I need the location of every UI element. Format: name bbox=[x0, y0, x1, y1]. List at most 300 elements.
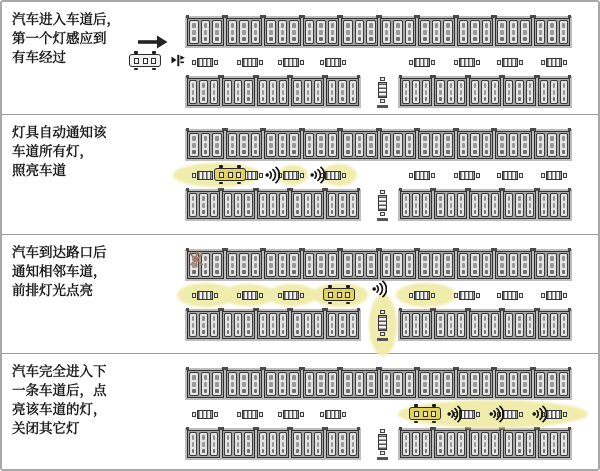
lane-light-icon bbox=[192, 290, 218, 300]
lane-light-icon bbox=[237, 57, 263, 67]
car-rear-stripe bbox=[484, 449, 486, 453]
parked-car-icon bbox=[228, 253, 238, 277]
parked-car-icon bbox=[210, 193, 218, 217]
parked-car-icon bbox=[279, 313, 287, 337]
car-windshield-stripe bbox=[282, 435, 284, 440]
parked-car-icon bbox=[412, 313, 420, 337]
car-rear-stripe bbox=[473, 389, 477, 393]
parking-module bbox=[326, 311, 359, 339]
car-rear-stripe bbox=[331, 37, 335, 41]
caption-line: 汽车到达路口后 bbox=[12, 245, 107, 261]
car-rear-stripe bbox=[553, 97, 555, 101]
car-windshield-stripe bbox=[508, 435, 510, 440]
car-windshield-stripe bbox=[272, 83, 274, 88]
car-rear-stripe bbox=[405, 330, 407, 334]
car-windshield-stripe bbox=[254, 256, 258, 261]
car-roof-stripe bbox=[450, 323, 452, 328]
car-windshield-stripe bbox=[563, 83, 565, 88]
car-windshield-stripe bbox=[385, 136, 389, 141]
car-roof-stripe bbox=[282, 90, 284, 95]
car-windshield-stripe bbox=[215, 23, 219, 28]
car-roof-stripe bbox=[473, 263, 477, 268]
car-rear-stripe bbox=[192, 389, 196, 393]
light-endcap bbox=[563, 173, 567, 178]
car-roof-stripe bbox=[439, 203, 441, 208]
parking-module bbox=[303, 131, 340, 159]
car-rear-stripe bbox=[415, 449, 417, 453]
parked-car-icon bbox=[228, 20, 238, 44]
car-windshield-stripe bbox=[539, 23, 543, 28]
car-rear-stripe bbox=[227, 330, 229, 334]
car-roof-stripe bbox=[408, 263, 412, 268]
parked-car-icon bbox=[355, 133, 365, 157]
parking-module bbox=[434, 311, 466, 339]
car-rear-stripe bbox=[563, 97, 565, 101]
parking-module bbox=[187, 78, 220, 106]
car-rear-stripe bbox=[204, 150, 208, 154]
car-roof-stripe bbox=[562, 263, 566, 268]
parked-car-icon bbox=[314, 313, 322, 337]
car-roof-stripe bbox=[331, 442, 333, 447]
parked-car-icon bbox=[509, 133, 519, 157]
car-rear-stripe bbox=[247, 330, 249, 334]
car-wheel bbox=[219, 165, 223, 168]
light-tube bbox=[283, 171, 299, 180]
parked-car-icon bbox=[505, 80, 513, 104]
car-rear-stripe bbox=[460, 97, 462, 101]
parked-car-icon bbox=[526, 80, 534, 104]
car-roof-stripe bbox=[215, 382, 219, 387]
parked-car-icon bbox=[505, 432, 513, 456]
car-windshield-stripe bbox=[269, 375, 273, 380]
lane-light-icon bbox=[409, 170, 435, 180]
car-rear-stripe bbox=[563, 449, 565, 453]
car-roof-stripe bbox=[439, 442, 441, 447]
car-rear-stripe bbox=[317, 449, 319, 453]
car-rear-stripe bbox=[269, 37, 273, 41]
parked-car-icon bbox=[471, 193, 479, 217]
parked-car-icon bbox=[420, 133, 430, 157]
car-rear-stripe bbox=[272, 97, 274, 101]
parking-module bbox=[469, 430, 501, 458]
lane-light-icon bbox=[454, 170, 480, 180]
car-windshield-stripe bbox=[254, 375, 258, 380]
car-roof-stripe bbox=[484, 90, 486, 95]
car-windshield-stripe bbox=[512, 256, 516, 261]
car-rear-stripe bbox=[296, 330, 298, 334]
light-tube bbox=[283, 58, 299, 67]
parking-module bbox=[291, 430, 324, 458]
car-windshield-stripe bbox=[237, 196, 239, 201]
car-windshield-stripe bbox=[247, 435, 249, 440]
parked-car-icon bbox=[349, 193, 357, 217]
car-windshield-stripe bbox=[415, 316, 417, 321]
car-windshield-stripe bbox=[317, 435, 319, 440]
parked-car-icon bbox=[189, 80, 197, 104]
parked-car-icon bbox=[338, 193, 346, 217]
car-windshield-stripe bbox=[553, 196, 555, 201]
car-windshield-stripe bbox=[231, 23, 235, 28]
parked-car-icon bbox=[212, 20, 222, 44]
parked-car-icon bbox=[491, 80, 499, 104]
car-rear-stripe bbox=[262, 97, 264, 101]
car-rear-stripe bbox=[346, 270, 350, 274]
car-roof-stripe bbox=[202, 90, 204, 95]
car-rear-stripe bbox=[331, 97, 333, 101]
parked-car-icon bbox=[481, 313, 489, 337]
car-windshield-stripe bbox=[550, 136, 554, 141]
car-roof-stripe bbox=[254, 263, 258, 268]
parked-car-icon bbox=[244, 80, 252, 104]
parked-car-icon bbox=[201, 20, 211, 44]
caption-line: 有车经过 bbox=[12, 50, 66, 67]
car-rear-stripe bbox=[296, 210, 298, 214]
caption-line: 车道所有灯， bbox=[12, 144, 93, 161]
car-windshield-stripe bbox=[213, 435, 215, 440]
car-windshield-stripe bbox=[508, 196, 510, 201]
car-roof-stripe bbox=[563, 90, 565, 95]
car-windshield-stripe bbox=[331, 435, 333, 440]
light-endcap bbox=[431, 293, 435, 298]
car-rear-stripe bbox=[341, 330, 343, 334]
light-endcap bbox=[237, 293, 241, 298]
caption-line: 汽车完全进入下 bbox=[12, 364, 107, 380]
car-windshield-stripe bbox=[425, 83, 427, 88]
car-roof-stripe bbox=[508, 203, 510, 208]
car-rear-stripe bbox=[192, 37, 196, 41]
car-roof-stripe bbox=[308, 143, 312, 148]
parked-car-icon bbox=[210, 80, 218, 104]
car-windshield-stripe bbox=[485, 136, 489, 141]
car-rear-stripe bbox=[435, 37, 439, 41]
car-roof-stripe bbox=[242, 143, 246, 148]
parked-car-icon bbox=[515, 80, 523, 104]
parked-car-icon bbox=[328, 372, 338, 396]
car-windshield-stripe bbox=[331, 136, 335, 141]
car-roof-stripe bbox=[262, 203, 264, 208]
parked-car-icon bbox=[412, 80, 420, 104]
car-windshield-stripe bbox=[242, 136, 246, 141]
parked-car-icon bbox=[443, 133, 453, 157]
car-rear-stripe bbox=[346, 389, 350, 393]
car-roof-stripe bbox=[308, 382, 312, 387]
car-roof-stripe bbox=[331, 263, 335, 268]
car-windshield-stripe bbox=[204, 375, 208, 380]
car-roof-stripe bbox=[396, 382, 400, 387]
parking-module bbox=[380, 131, 417, 159]
car-windshield-stripe bbox=[385, 256, 389, 261]
car-roof-stripe bbox=[462, 143, 466, 148]
lane-light-icon bbox=[320, 409, 346, 419]
car-rear-stripe bbox=[254, 270, 258, 274]
car-rear-stripe bbox=[423, 37, 427, 41]
parked-car-icon bbox=[526, 193, 534, 217]
car-wheel bbox=[237, 165, 241, 168]
car-windshield-stripe bbox=[331, 23, 335, 28]
cross-lane-light-icon bbox=[377, 190, 387, 216]
car-roof-stripe bbox=[192, 30, 196, 35]
car-roof-stripe bbox=[529, 90, 531, 95]
parked-car-icon bbox=[259, 80, 267, 104]
panel-step-2 bbox=[2, 115, 598, 235]
car-rear-stripe bbox=[242, 150, 246, 154]
car-rear-stripe bbox=[202, 97, 204, 101]
car-roof-stripe bbox=[474, 442, 476, 447]
parked-car-icon bbox=[343, 253, 353, 277]
car-roof-stripe bbox=[460, 203, 462, 208]
light-tube bbox=[546, 291, 562, 300]
car-roof-stripe bbox=[331, 203, 333, 208]
light-tube bbox=[546, 410, 562, 419]
car-rear-stripe bbox=[512, 150, 516, 154]
parked-car-icon bbox=[316, 253, 326, 277]
car-roof-stripe bbox=[346, 263, 350, 268]
car-windshield-stripe bbox=[462, 375, 466, 380]
car-windshield-stripe bbox=[247, 83, 249, 88]
parked-car-icon bbox=[470, 372, 480, 396]
parked-car-icon bbox=[470, 253, 480, 277]
car-window bbox=[414, 411, 419, 417]
car-rear-stripe bbox=[231, 37, 235, 41]
car-roof-stripe bbox=[512, 263, 516, 268]
car-rear-stripe bbox=[473, 150, 477, 154]
parked-car-icon bbox=[349, 432, 357, 456]
car-windshield-stripe bbox=[408, 23, 412, 28]
parked-car-icon bbox=[412, 432, 420, 456]
car-roof-stripe bbox=[269, 143, 273, 148]
parked-car-icon bbox=[201, 133, 211, 157]
car-window bbox=[236, 172, 241, 178]
parked-car-icon bbox=[316, 20, 326, 44]
car-roof-stripe bbox=[543, 442, 545, 447]
car-rear-stripe bbox=[473, 37, 477, 41]
parked-car-icon bbox=[224, 313, 232, 337]
parking-module bbox=[264, 370, 301, 398]
car-wheel bbox=[414, 404, 418, 407]
parked-car-icon bbox=[328, 193, 336, 217]
lane-light-icon bbox=[237, 409, 263, 419]
parked-car-icon bbox=[536, 20, 546, 44]
parking-module bbox=[538, 311, 570, 339]
parked-car-icon bbox=[443, 372, 453, 396]
car-rear-stripe bbox=[202, 330, 204, 334]
parking-module bbox=[341, 131, 378, 159]
car-roof-stripe bbox=[331, 323, 333, 328]
car-roof-stripe bbox=[247, 442, 249, 447]
car-rear-stripe bbox=[272, 330, 274, 334]
parking-module bbox=[341, 18, 378, 46]
parking-module bbox=[534, 251, 571, 279]
car-windshield-stripe bbox=[237, 435, 239, 440]
car-rear-stripe bbox=[500, 389, 504, 393]
car-roof-stripe bbox=[423, 30, 427, 35]
parked-car-icon bbox=[259, 193, 267, 217]
car-wheel bbox=[237, 182, 241, 185]
car-windshield-stripe bbox=[485, 23, 489, 28]
car-wheel bbox=[346, 285, 350, 288]
parked-car-icon bbox=[189, 372, 199, 396]
parked-car-icon bbox=[459, 133, 469, 157]
car-windshield-stripe bbox=[462, 136, 466, 141]
car-windshield-stripe bbox=[473, 136, 477, 141]
car-rear-stripe bbox=[319, 37, 323, 41]
car-roof-stripe bbox=[550, 263, 554, 268]
parked-car-icon bbox=[505, 313, 513, 337]
parked-car-icon bbox=[436, 432, 444, 456]
parking-module bbox=[187, 370, 224, 398]
car-windshield-stripe bbox=[319, 136, 323, 141]
car-rear-stripe bbox=[358, 150, 362, 154]
parked-car-icon bbox=[443, 20, 453, 44]
car-windshield-stripe bbox=[213, 316, 215, 321]
car-roof-stripe bbox=[307, 203, 309, 208]
car-rear-stripe bbox=[529, 210, 531, 214]
cross-lane-light-icon bbox=[377, 77, 387, 103]
car-window bbox=[219, 172, 224, 178]
car-roof-stripe bbox=[341, 90, 343, 95]
car-roof-stripe bbox=[529, 323, 531, 328]
car-roof-stripe bbox=[192, 203, 194, 208]
parked-car-icon bbox=[560, 432, 568, 456]
parked-car-icon bbox=[515, 193, 523, 217]
car-windshield-stripe bbox=[539, 136, 543, 141]
car-rear-stripe bbox=[485, 37, 489, 41]
parking-module bbox=[457, 251, 494, 279]
car-rear-stripe bbox=[462, 389, 466, 393]
parking-module bbox=[503, 191, 535, 219]
car-windshield-stripe bbox=[202, 435, 204, 440]
car-rear-stripe bbox=[494, 97, 496, 101]
car-rear-stripe bbox=[494, 449, 496, 453]
car-roof-stripe bbox=[272, 90, 274, 95]
car-windshield-stripe bbox=[254, 23, 258, 28]
car-windshield-stripe bbox=[562, 256, 566, 261]
car-rear-stripe bbox=[512, 37, 516, 41]
car-windshield-stripe bbox=[281, 256, 285, 261]
parked-car-icon bbox=[210, 432, 218, 456]
parked-car-icon bbox=[278, 372, 288, 396]
car-windshield-stripe bbox=[553, 83, 555, 88]
parked-car-icon bbox=[366, 372, 376, 396]
car-windshield-stripe bbox=[341, 83, 343, 88]
car-roof-stripe bbox=[408, 30, 412, 35]
parked-car-icon bbox=[420, 372, 430, 396]
car-roof-stripe bbox=[369, 382, 373, 387]
car-windshield-stripe bbox=[346, 375, 350, 380]
light-tube bbox=[546, 58, 562, 67]
car-wheel bbox=[432, 421, 436, 424]
panel-caption bbox=[12, 11, 172, 68]
parking-module bbox=[534, 370, 571, 398]
car-windshield-stripe bbox=[460, 435, 462, 440]
car-roof-stripe bbox=[213, 323, 215, 328]
car-windshield-stripe bbox=[242, 23, 246, 28]
panel-caption bbox=[12, 363, 172, 440]
parked-car-icon bbox=[304, 313, 312, 337]
car-roof-stripe bbox=[450, 203, 452, 208]
car-rear-stripe bbox=[446, 37, 450, 41]
car-windshield-stripe bbox=[369, 136, 373, 141]
car-rear-stripe bbox=[562, 37, 566, 41]
parked-car-icon bbox=[279, 432, 287, 456]
car-rear-stripe bbox=[281, 389, 285, 393]
car-rear-stripe bbox=[408, 270, 412, 274]
parked-car-icon bbox=[481, 193, 489, 217]
parked-car-icon bbox=[228, 133, 238, 157]
light-endcap bbox=[541, 173, 545, 178]
parked-car-icon bbox=[540, 313, 548, 337]
car-rear-stripe bbox=[512, 389, 516, 393]
caption-line: 照亮车道 bbox=[12, 163, 66, 180]
car-roof-stripe bbox=[450, 90, 452, 95]
car-windshield-stripe bbox=[254, 136, 258, 141]
parked-car-icon bbox=[550, 80, 558, 104]
car-windshield-stripe bbox=[500, 136, 504, 141]
car-windshield-stripe bbox=[396, 23, 400, 28]
car-windshield-stripe bbox=[346, 256, 350, 261]
car-rear-stripe bbox=[369, 389, 373, 393]
parked-car-icon bbox=[393, 133, 403, 157]
car-roof-stripe bbox=[539, 143, 543, 148]
car-windshield-stripe bbox=[462, 256, 466, 261]
car-windshield-stripe bbox=[237, 83, 239, 88]
car-roof-stripe bbox=[215, 30, 219, 35]
car-windshield-stripe bbox=[423, 136, 427, 141]
car-windshield-stripe bbox=[484, 196, 486, 201]
car-windshield-stripe bbox=[435, 136, 439, 141]
car-roof-stripe bbox=[231, 382, 235, 387]
car-roof-stripe bbox=[358, 143, 362, 148]
car-windshield-stripe bbox=[292, 136, 296, 141]
light-tube bbox=[242, 410, 258, 419]
parked-car-icon bbox=[251, 253, 261, 277]
parking-row-top bbox=[185, 249, 572, 281]
car-roof-stripe bbox=[423, 143, 427, 148]
car-rear-stripe bbox=[425, 210, 427, 214]
light-endcap bbox=[409, 293, 413, 298]
car-rear-stripe bbox=[435, 150, 439, 154]
light-endcap bbox=[278, 60, 282, 65]
parking-module bbox=[380, 370, 417, 398]
car-rear-stripe bbox=[446, 270, 450, 274]
car-wheel bbox=[328, 285, 332, 288]
parked-car-icon bbox=[328, 80, 336, 104]
parked-car-icon bbox=[422, 80, 430, 104]
light-endcap bbox=[259, 173, 263, 178]
parked-car-icon bbox=[515, 432, 523, 456]
car-roof-stripe bbox=[227, 323, 229, 328]
parked-car-icon bbox=[520, 20, 530, 44]
car-rear-stripe bbox=[425, 449, 427, 453]
car-rear-stripe bbox=[446, 389, 450, 393]
car-rear-stripe bbox=[341, 210, 343, 214]
lane-light-icon bbox=[278, 290, 304, 300]
car-windshield-stripe bbox=[272, 316, 274, 321]
light-endcap bbox=[300, 173, 304, 178]
parked-car-icon bbox=[481, 432, 489, 456]
car-roof-stripe bbox=[415, 90, 417, 95]
parked-car-icon bbox=[305, 253, 315, 277]
car-rear-stripe bbox=[237, 97, 239, 101]
car-windshield-stripe bbox=[543, 316, 545, 321]
car-rear-stripe bbox=[462, 270, 466, 274]
car-roof-stripe bbox=[474, 323, 476, 328]
car-windshield-stripe bbox=[215, 375, 219, 380]
car-rear-stripe bbox=[317, 210, 319, 214]
parked-car-icon bbox=[224, 432, 232, 456]
car-rear-stripe bbox=[213, 330, 215, 334]
car-roof-stripe bbox=[562, 382, 566, 387]
